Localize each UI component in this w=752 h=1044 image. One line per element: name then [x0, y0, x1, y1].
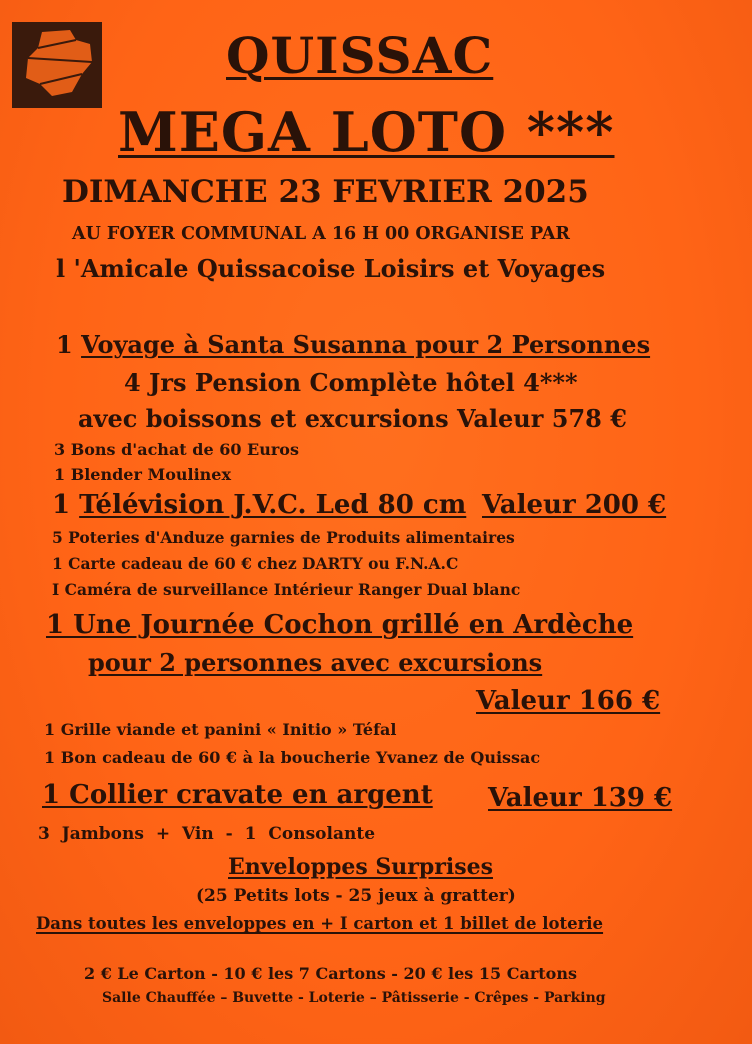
event-organizer: l 'Amicale Quissacoise Loisirs et Voyages: [56, 254, 606, 283]
prize-camera: I Caméra de surveillance Intérieur Ranger Dual blanc: [52, 580, 521, 599]
envelopes-detail: (25 Petits lots - 25 jeux à gratter): [196, 886, 516, 906]
prize-tv: [52, 490, 466, 520]
prize-ardeche-value: Valeur 166 €: [476, 686, 661, 716]
prize-necklace-value: Valeur 139 €: [488, 783, 673, 813]
prize-tv-qty: 1: [52, 490, 71, 520]
region-map-logo: [12, 22, 102, 108]
envelopes-title: Enveloppes Surprises: [228, 854, 493, 880]
card-prices: 2 € Le Carton - 10 € les 7 Cartons - 20 € les 15 Cartons: [84, 964, 577, 983]
prize-pottery: 5 Poteries d'Anduze garnies de Produits alimentaires: [52, 528, 515, 547]
prize-trip-title: Voyage à Santa Susanna pour 2 Personnes: [81, 330, 651, 359]
venue-services: Salle Chauffée – Buvette - Loterie – Pâtisserie - Crêpes - Parking: [102, 990, 606, 1006]
prize-tv-value: Valeur 200 €: [482, 490, 667, 520]
prize-tv-title: Télévision J.V.C. Led 80 cm: [79, 490, 467, 520]
prize-hams: 3 Jambons + Vin - 1 Consolante: [38, 824, 376, 844]
prize-ardeche-line1: 1 Une Journée Cochon grillé en Ardèche: [46, 610, 634, 640]
prize-trip-line2: 4 Jrs Pension Complète hôtel 4***: [124, 368, 578, 397]
prize-gift-card: 1 Carte cadeau de 60 € chez DARTY ou F.N.A.C: [52, 554, 459, 573]
event-title: MEGA LOTO ***: [118, 100, 615, 164]
prize-trip-line1: [56, 330, 650, 359]
town-title: QUISSAC: [226, 26, 494, 85]
event-date: DIMANCHE 23 FEVRIER 2025: [62, 174, 589, 210]
prize-grill: 1 Grille viande et panini « Initio » Téfal: [44, 720, 397, 739]
prize-vouchers: 3 Bons d'achat de 60 Euros: [54, 440, 299, 459]
prize-ardeche-line2: pour 2 personnes avec excursions: [88, 648, 543, 677]
prize-butcher-voucher: 1 Bon cadeau de 60 € à la boucherie Yvanez de Quissac: [44, 748, 541, 767]
prize-trip-line3: avec boissons et excursions Valeur 578 €: [78, 404, 627, 433]
prize-blender: 1 Blender Moulinex: [54, 465, 232, 484]
prize-trip-qty: 1: [56, 330, 73, 359]
event-venue: AU FOYER COMMUNAL A 16 H 00 ORGANISE PAR: [72, 224, 570, 244]
envelopes-note: Dans toutes les enveloppes en + I carton et 1 billet de loterie: [36, 914, 604, 933]
prize-necklace: 1 Collier cravate en argent: [42, 780, 433, 810]
